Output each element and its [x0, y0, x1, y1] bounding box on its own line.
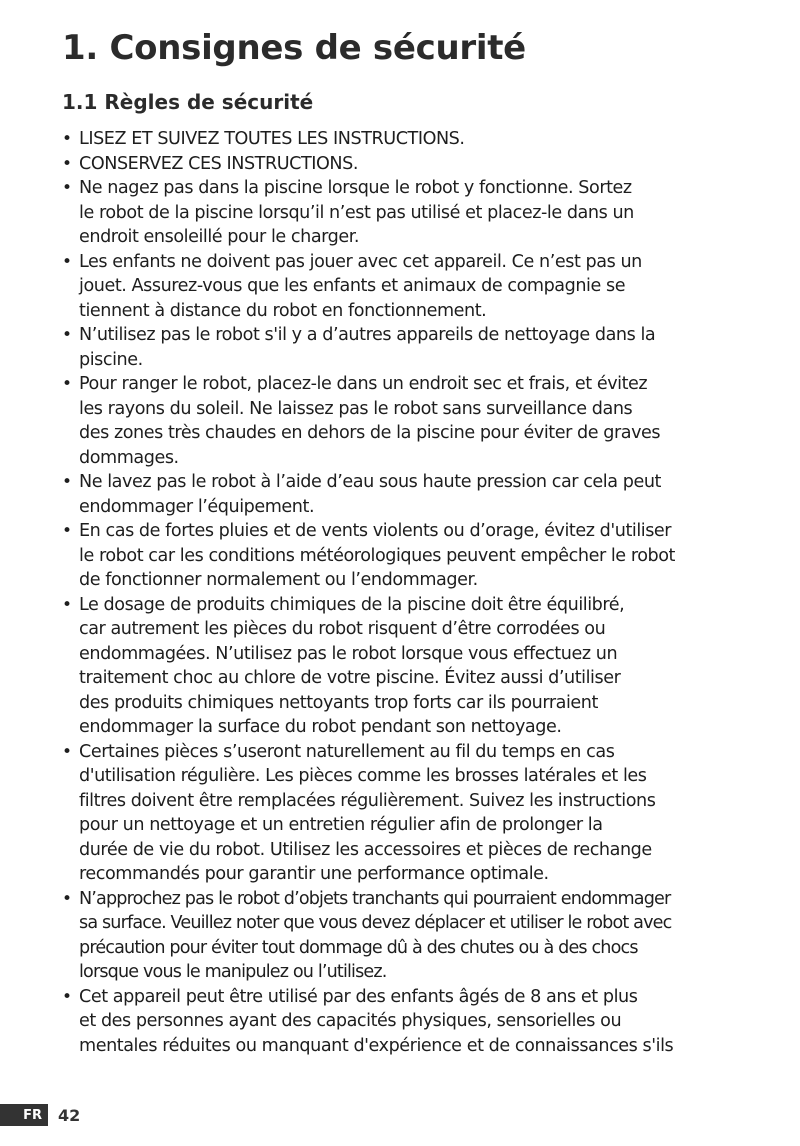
safety-rule-item: [62, 127, 782, 152]
safety-rule-item: [62, 470, 782, 519]
bullet-icon: •: [62, 741, 73, 762]
rule-text-line: N’utilisez pas le robot s'il y a d’autres appareils de nettoyage dans la: [79, 325, 656, 345]
rule-text-line: des zones très chaudes en dehors de la piscine pour éviter de graves: [79, 423, 661, 443]
rule-text-line: Certaines pièces s’useront naturellement au fil du temps en cas: [79, 741, 615, 762]
rule-text-line: Cet appareil peut être utilisé par des enfants âgés de 8 ans et plus: [79, 986, 638, 1007]
rule-text-line: sa surface. Veuillez noter que vous devez déplacer et utiliser le robot avec: [79, 913, 672, 933]
rule-text-line: endommager la surface du robot pendant son nettoyage.: [79, 717, 562, 737]
rule-text-line: endommagées. N’utilisez pas le robot lorsque vous effectuez un: [79, 643, 618, 664]
rule-text-line: En cas de fortes pluies et de vents violents ou d’orage, évitez d'utiliser: [79, 521, 672, 541]
safety-rule-item: [62, 152, 782, 177]
rule-text-line: et des personnes ayant des capacités physiques, sensorielles ou: [79, 1011, 622, 1031]
bullet-icon: •: [62, 153, 73, 174]
rule-text-line: précaution pour éviter tout dommage dû à des chutes ou à des chocs: [79, 937, 638, 958]
bullet-icon: •: [62, 178, 73, 198]
rule-text-line: les rayons du soleil. Ne laissez pas le robot sans surveillance dans: [79, 398, 633, 419]
rule-text-line: recommandés pour garantir une performance optimale.: [79, 864, 549, 884]
rule-text-line: lorsque vous le manipulez ou l’utilisez.: [79, 962, 387, 982]
rule-text-line: N’approchez pas le robot d’objets tranchants qui pourraient endommager: [79, 888, 671, 909]
page-footer: [0, 1104, 80, 1126]
rule-text-line: des produits chimiques nettoyants trop forts car ils pourraient: [79, 692, 598, 713]
rule-text-line: Le dosage de produits chimiques de la piscine doit être équilibré,: [79, 594, 625, 615]
safety-rule-item: [62, 372, 782, 470]
bullet-icon: •: [62, 325, 73, 345]
bullet-icon: •: [62, 986, 73, 1007]
safety-rule-item: [62, 519, 782, 593]
rule-text-line: dommages.: [79, 447, 179, 468]
safety-rule-item: [62, 593, 782, 740]
bullet-icon: •: [62, 472, 73, 492]
rule-text-line: mentales réduites ou manquant d'expérience et de connaissances s'ils: [79, 1035, 674, 1056]
safety-rule-item: [62, 176, 782, 250]
rule-text-line: endommager l’équipement.: [79, 496, 315, 517]
rule-text-line: tiennent à distance du robot en fonctionnement.: [79, 300, 487, 321]
bullet-icon: •: [62, 251, 73, 272]
section-title: 1.1 Règles de sécurité: [62, 90, 314, 114]
rule-text-line: le robot car les conditions météorologiques peuvent empêcher le robot: [79, 545, 676, 566]
safety-rule-item: [62, 740, 782, 887]
page-number: 42: [58, 1105, 81, 1125]
rule-text-line: pour un nettoyage et un entretien régulier afin de prolonger la: [79, 815, 603, 835]
rule-text-line: car autrement les pièces du robot risquent d’être corrodées ou: [79, 619, 606, 639]
bullet-icon: •: [62, 129, 73, 149]
rule-text-line: piscine.: [79, 349, 143, 370]
rule-text-line: LISEZ ET SUIVEZ TOUTES LES INSTRUCTIONS.: [79, 129, 465, 149]
rule-text-line: CONSERVEZ CES INSTRUCTIONS.: [79, 153, 359, 174]
safety-rule-item: [62, 250, 782, 324]
rule-text-line: filtres doivent être remplacées régulièrement. Suivez les instructions: [79, 790, 656, 811]
rule-text-line: Pour ranger le robot, placez-le dans un endroit sec et frais, et évitez: [79, 374, 648, 394]
rule-text-line: traitement choc au chlore de votre piscine. Évitez aussi d’utiliser: [79, 668, 621, 688]
safety-rules-list: [62, 127, 782, 1058]
rule-text-line: Les enfants ne doivent pas jouer avec cet appareil. Ce n’est pas un: [79, 251, 642, 272]
safety-rule-item: [62, 887, 782, 985]
rule-text-line: endroit ensoleillé pour le charger.: [79, 227, 360, 247]
rule-text-line: le robot de la piscine lorsqu’il n’est pas utilisé et placez-le dans un: [79, 202, 634, 223]
rule-text-line: de fonctionner normalement ou l’endommager.: [79, 570, 478, 590]
safety-rule-item: [62, 985, 782, 1059]
rule-text-line: d'utilisation régulière. Les pièces comme les brosses latérales et les: [79, 766, 647, 786]
rule-text-line: durée de vie du robot. Utilisez les accessoires et pièces de rechange: [79, 839, 652, 860]
rule-text-line: jouet. Assurez-vous que les enfants et animaux de compagnie se: [79, 276, 626, 296]
bullet-icon: •: [62, 521, 73, 541]
rule-text-line: Ne nagez pas dans la piscine lorsque le robot y fonctionne. Sortez: [79, 178, 632, 198]
safety-rule-item: [62, 323, 782, 372]
bullet-icon: •: [62, 374, 73, 394]
language-badge: FR: [0, 1104, 48, 1126]
bullet-icon: •: [62, 888, 73, 909]
bullet-icon: •: [62, 594, 73, 615]
page-title: 1. Consignes de sécurité: [62, 28, 526, 68]
rule-text-line: Ne lavez pas le robot à l’aide d’eau sous haute pression car cela peut: [79, 472, 661, 492]
